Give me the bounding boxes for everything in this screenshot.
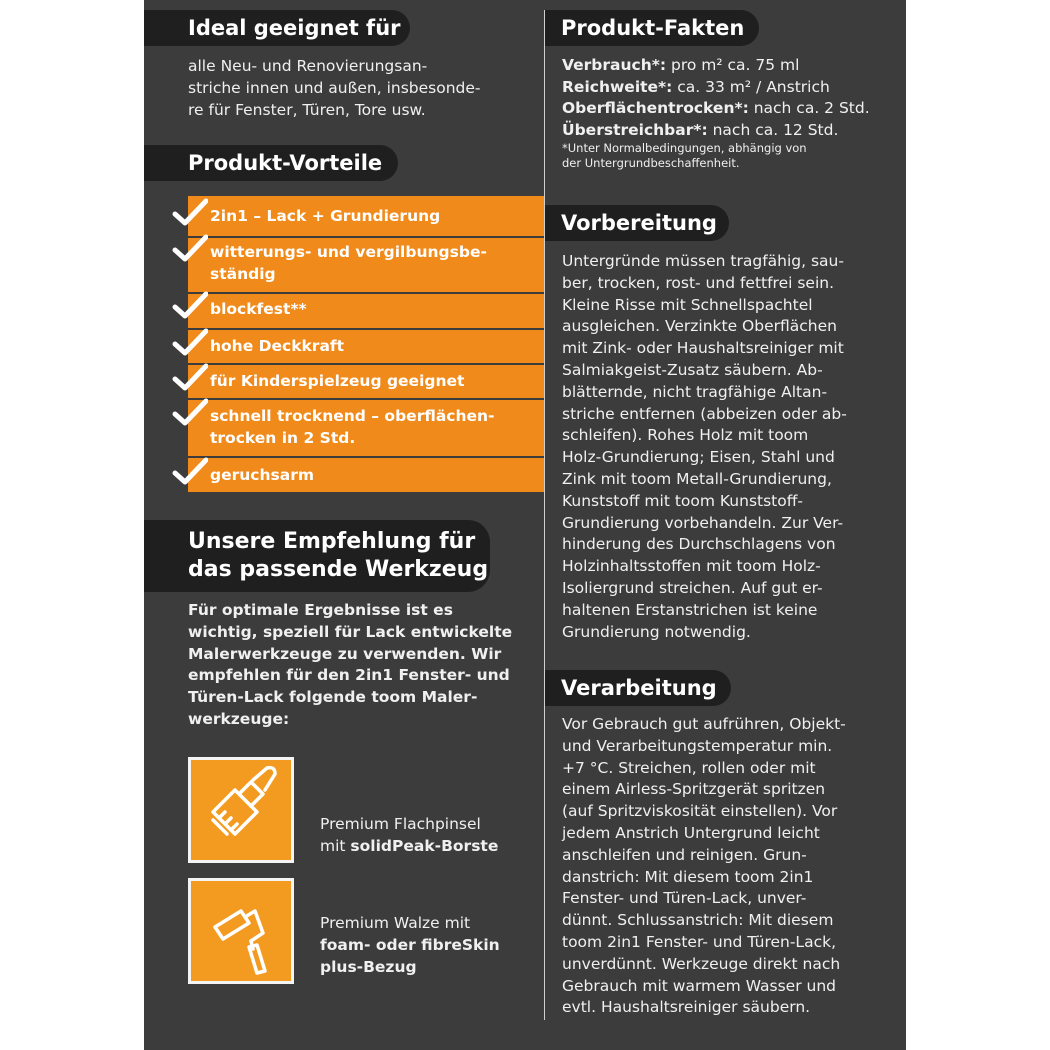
empfehlung-title-line: das passende Werkzeug [188, 557, 489, 582]
benefit-item [210, 335, 344, 357]
vorbereitung-line: Zink mit toom Metall-Grundierung, [562, 469, 832, 488]
fakten-header [545, 10, 759, 46]
benefit-separator [188, 292, 544, 294]
roller-label-line: Premium Walze mit [320, 914, 471, 932]
vorbereitung-line: Kunststoff mit toom Kunststoff- [562, 491, 804, 510]
benefit-separator [188, 328, 544, 330]
empfehlung-line: wichtig, speziell für Lack entwickelte [188, 622, 513, 641]
ideal-line: striche innen und außen, insbesonde- [188, 78, 481, 97]
verarbeitung-line: evtl. Haushaltsreiniger säubern. [562, 998, 811, 1017]
empfehlung-header [144, 520, 490, 592]
roller-label-line [320, 934, 500, 956]
verarbeitung-text [562, 714, 846, 1019]
vorbereitung-title: Vorbereitung [561, 211, 717, 235]
checkmark-icon [172, 328, 208, 358]
fakten-value: nach ca. 12 Std. [707, 120, 839, 139]
roller-tile [188, 878, 294, 984]
benefit-separator [188, 398, 544, 400]
fakten-row [562, 55, 870, 77]
paintbrush-icon [191, 760, 291, 860]
vorbereitung-line: Grundierung notwendig. [562, 622, 751, 641]
ideal-line: alle Neu- und Renovierungsan- [188, 57, 428, 75]
verarbeitung-line: toom 2in1 Fenster- und Türen-Lack, [562, 932, 836, 951]
benefit-item [210, 405, 495, 449]
fakten-label: Überstreichbar*: [562, 120, 708, 139]
roller-label [320, 912, 500, 978]
brush-label-line: Premium Flachpinsel [320, 815, 481, 833]
vorbereitung-line: Grundierung vorbehandeln. Zur Ver- [562, 513, 844, 532]
fakten-footnote: der Untergrundbeschaffenheit. [562, 156, 740, 171]
vorteile-title: Produkt-Vorteile [188, 151, 383, 175]
fakten-row [562, 77, 870, 99]
benefit-item [210, 370, 464, 392]
brush-label [320, 813, 498, 857]
fakten-title: Produkt-Fakten [561, 16, 745, 40]
column-divider [544, 10, 545, 1020]
verarbeitung-title: Verarbeitung [561, 676, 717, 700]
ideal-title: Ideal geeignet für [188, 16, 401, 40]
vorbereitung-line: striche entfernen (abbeizen oder ab- [562, 404, 847, 423]
benefit-line: für Kinderspielzeug geeignet [210, 372, 465, 390]
fakten-row [562, 120, 870, 142]
verarbeitung-line: jedem Anstrich Untergrund leicht [562, 823, 820, 842]
benefit-item [210, 298, 307, 320]
ideal-header [144, 10, 410, 46]
benefit-line: blockfest** [210, 300, 307, 318]
benefit-separator [188, 456, 544, 458]
vorbereitung-line: Untergründe müssen tragfähig, sau- [562, 252, 844, 270]
vorbereitung-line: Salmiakgeist-Zusatz säubern. Ab- [562, 360, 823, 379]
empfehlung-text [188, 600, 512, 731]
verarbeitung-line: Vor Gebrauch gut aufrühren, Objekt- [562, 715, 846, 733]
empfehlung-title-line: Unsere Empfehlung für [188, 529, 476, 554]
vorbereitung-line: Isoliergrund streichen. Auf gut er- [562, 578, 823, 597]
benefit-line: witterungs- und vergilbungsbe- [210, 243, 487, 261]
benefit-line: schnell trocknend – oberflächen- [210, 407, 495, 425]
verarbeitung-line: Fenster- und Türen-Lack, unver- [562, 889, 807, 908]
brush-tile [188, 757, 294, 863]
verarbeitung-line: dünnt. Schlussanstrich: Mit diesem [562, 911, 834, 930]
brush-label-line [320, 835, 498, 857]
benefit-separator [188, 363, 544, 365]
fakten-label: Oberflächentrocken*: [562, 99, 749, 118]
vorbereitung-line: hinderung des Durchschlagens von [562, 535, 836, 554]
checkmark-icon [172, 457, 208, 487]
benefit-line: ständig [210, 265, 276, 283]
paint-roller-icon [191, 881, 291, 981]
empfehlung-line: Für optimale Ergebnisse ist es [188, 601, 453, 619]
fakten-list [562, 55, 870, 171]
ideal-line: re für Fenster, Türen, Tore usw. [188, 100, 426, 119]
fakten-label: Reichweite*: [562, 77, 673, 96]
vorbereitung-line: Kleine Risse mit Schnellspachtel [562, 295, 813, 314]
vorbereitung-line: schleifen). Rohes Holz mit toom [562, 426, 809, 445]
vorteile-header [144, 145, 398, 181]
vorbereitung-header [545, 205, 729, 241]
roller-label-line [320, 956, 500, 978]
vorbereitung-text [562, 251, 847, 643]
benefit-line: 2in1 – Lack + Grundierung [210, 207, 441, 225]
brush-label-prefix: mit [320, 837, 351, 855]
vorbereitung-line: Holz-Grundierung; Eisen, Stahl und [562, 448, 835, 467]
checkmark-icon [172, 198, 208, 228]
checkmark-icon [172, 398, 208, 428]
verarbeitung-line: (auf Spritzviskosität einstellen). Vor [562, 802, 838, 821]
verarbeitung-line: und Verarbeitungstemperatur min. [562, 736, 833, 755]
checkmark-icon [172, 234, 208, 264]
benefit-line: hohe Deckkraft [210, 337, 345, 355]
vorbereitung-line: Holzinhaltsstoffen mit toom Holz- [562, 557, 821, 576]
benefit-line: geruchsarm [210, 466, 314, 484]
verarbeitung-line: anschleifen und reinigen. Grun- [562, 845, 807, 864]
checkmark-icon [172, 291, 208, 321]
brush-label-bold: solidPeak-Borste [350, 837, 499, 855]
verarbeitung-line: danstrich: Mit diesem toom 2in1 [562, 867, 814, 886]
benefit-separator [188, 236, 544, 238]
empfehlung-line: empfehlen für den 2in1 Fenster- und [188, 666, 510, 685]
verarbeitung-line: einem Airless-Spritzgerät spritzen [562, 780, 826, 799]
fakten-value: nach ca. 2 Std. [748, 99, 870, 118]
vorbereitung-line: blätternde, nicht tragfähige Altan- [562, 382, 828, 401]
empfehlung-line: Malerwerkzeuge zu verwenden. Wir [188, 644, 502, 663]
empfehlung-line: Türen-Lack folgende toom Maler- [188, 688, 478, 707]
checkmark-icon [172, 363, 208, 393]
verarbeitung-line: +7 °C. Streichen, rollen oder mit [562, 758, 816, 777]
benefit-item [210, 205, 440, 227]
vorbereitung-line: haltenen Erstanstrichen ist keine [562, 600, 818, 619]
benefit-item [210, 464, 314, 486]
verarbeitung-header [545, 670, 731, 706]
empfehlung-line: werkzeuge: [188, 709, 290, 728]
vorbereitung-line: ausgleichen. Verzinkte Oberflächen [562, 317, 837, 336]
benefit-line: trocken in 2 Std. [210, 429, 356, 447]
fakten-footnote: *Unter Normalbedingungen, abhängig von [562, 141, 807, 156]
benefit-item [210, 241, 487, 285]
fakten-value: ca. 33 m² / Anstrich [672, 77, 830, 96]
roller-label-bold: plus-Bezug [320, 958, 417, 976]
roller-label-bold: foam- oder fibreSkin [320, 936, 500, 954]
vorbereitung-line: mit Zink- oder Haushaltsreiniger mit [562, 339, 844, 358]
vorbereitung-line: ber, trocken, rost- und fettfrei sein. [562, 273, 835, 292]
fakten-row [562, 98, 870, 120]
ideal-text [188, 56, 481, 121]
verarbeitung-line: Gebrauch mit warmem Wasser und [562, 976, 837, 995]
verarbeitung-line: unverdünnt. Werkzeuge direkt nach [562, 954, 841, 973]
fakten-value: pro m² ca. 75 ml [666, 56, 800, 74]
fakten-label: Verbrauch*: [562, 56, 667, 74]
